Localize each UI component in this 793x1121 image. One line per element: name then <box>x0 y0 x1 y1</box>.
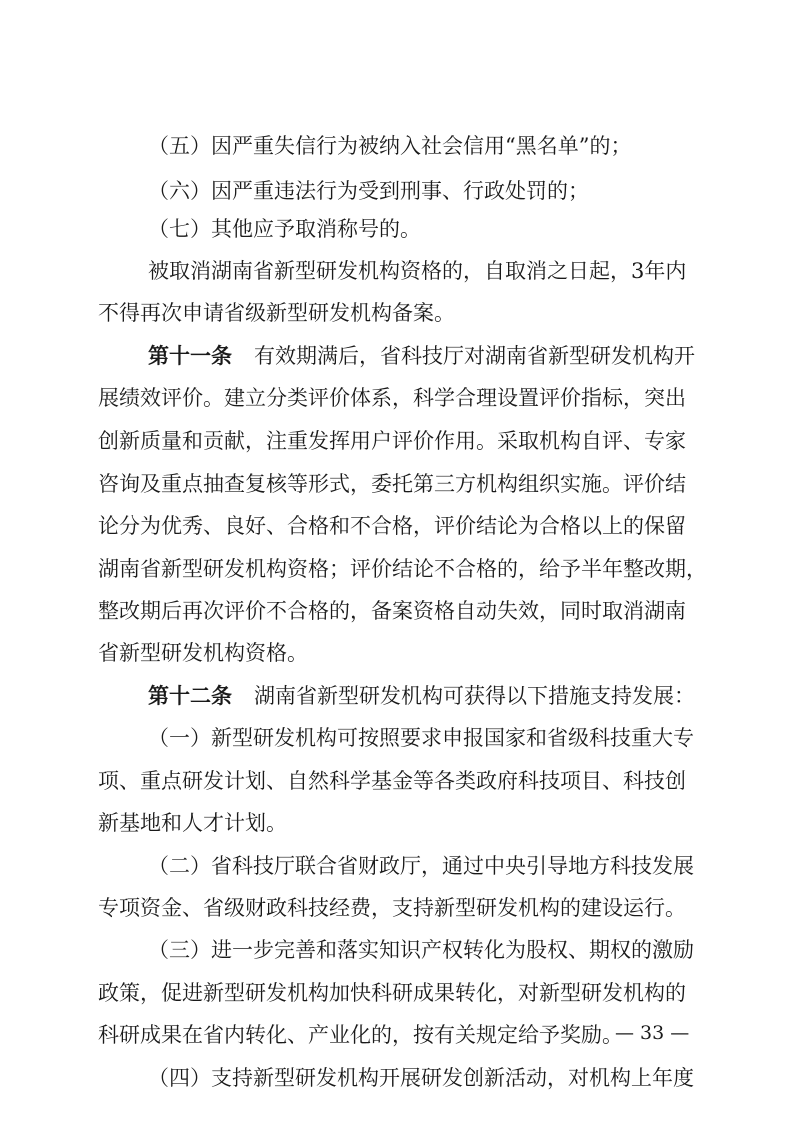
page-number: — 33 — <box>615 1022 690 1044</box>
article-11-heading: 第十一条 <box>148 343 232 368</box>
text-line: 整改期后再次评价不合格的，备案资格自动失效，同时取消湖南 <box>98 599 686 623</box>
article-12-first-line <box>148 676 695 716</box>
text-line: 新基地和人才计划。 <box>98 811 287 835</box>
text-line: 有效期满后，省科技厅对湖南省新型研发机构开 <box>254 344 695 368</box>
text-line: 被取消湖南省新型研发机构资格的，自取消之日起，3年内 <box>148 259 687 283</box>
text-line: （一）新型研发机构可按照要求申报国家和省级科技重大专 <box>148 726 694 750</box>
text-line: 咨询及重点抽查复核等形式，委托第三方机构组织实施。评价结 <box>98 472 686 496</box>
text-line: （三）进一步完善和落实知识产权转化为股权、期权的激励 <box>148 938 694 962</box>
article-11-first-line <box>148 336 695 376</box>
text-line: 科研成果在省内转化、产业化的，按有关规定给予奖励。 <box>98 1023 623 1047</box>
text-line: 不得再次申请省级新型研发机构备案。 <box>98 301 455 325</box>
text-line: 项、重点研发计划、自然科学基金等各类政府科技项目、科技创 <box>98 769 686 793</box>
text-line: 展绩效评价。建立分类评价体系，科学合理设置评价指标，突出 <box>98 386 686 410</box>
text-line: 论分为优秀、良好、合格和不合格，评价结论为合格以上的保留 <box>98 514 686 538</box>
article-12-heading: 第十二条 <box>148 683 232 708</box>
text-line: 专项资金、省级财政科技经费，支持新型研发机构的建设运行。 <box>98 896 686 920</box>
text-line: （五）因严重失信行为被纳入社会信用“黑名单”的； <box>148 134 632 158</box>
text-line: 政策，促进新型研发机构加快科研成果转化，对新型研发机构的 <box>98 981 686 1005</box>
text-line: （二）省科技厅联合省财政厅，通过中央引导地方科技发展 <box>148 854 694 878</box>
text-line: （六）因严重违法行为受到刑事、行政处罚的； <box>148 179 589 203</box>
text-line: （四）支持新型研发机构开展研发创新活动，对机构上年度 <box>148 1066 694 1090</box>
text-line: 湖南省新型研发机构可获得以下措施支持发展： <box>254 684 695 708</box>
text-line: 省新型研发机构资格。 <box>98 641 308 665</box>
text-line: 创新质量和贡献，注重发挥用户评价作用。采取机构自评、专家 <box>98 429 686 453</box>
text-line: 湖南省新型研发机构资格；评价结论不合格的，给予半年整改期， <box>98 557 707 581</box>
text-line: （七）其他应予取消称号的。 <box>148 217 421 241</box>
